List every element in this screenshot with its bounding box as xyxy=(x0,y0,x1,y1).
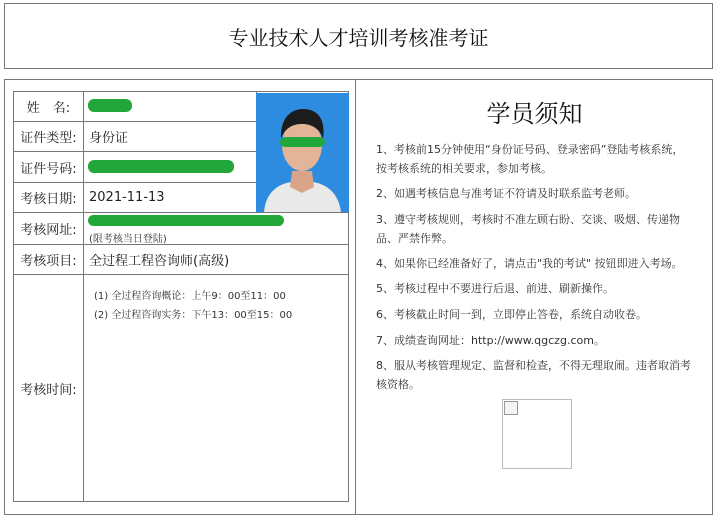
notice-item: 3、遵守考核规则，考核时不准左顾右盼、交谈、吸烟、传递物品、严禁作弊。 xyxy=(376,213,680,245)
exam-date-label: 考核日期: xyxy=(20,192,77,207)
qr-code-placeholder xyxy=(502,399,572,469)
exam-url-note: (限考核当日登陆) xyxy=(89,234,167,245)
notice-item: 7、成绩查询网址：http://www.qgczg.com。 xyxy=(376,334,605,347)
exam-project-value: 全过程工程咨询师(高级) xyxy=(89,254,230,269)
id-number-label: 证件号码: xyxy=(20,161,77,177)
schedule-item: (1) 全过程咨询概论：上午9：00至11：00 xyxy=(94,291,286,302)
schedule-item: (2) 全过程咨询实务：下午13：00至15：00 xyxy=(94,310,293,321)
notice-title: 学员须知 xyxy=(486,100,583,128)
notice-item: 8、服从考核管理规定、监督和检查，不得无理取闹。违者取消考核资格。 xyxy=(376,359,691,391)
name-redaction xyxy=(88,99,132,112)
admission-ticket-body xyxy=(4,79,713,515)
exam-url-redaction xyxy=(88,215,284,226)
candidate-photo xyxy=(256,93,349,212)
exam-project-label: 考核项目: xyxy=(20,254,77,269)
name-label: 姓 名: xyxy=(26,101,71,116)
candidate-info-table xyxy=(13,91,349,502)
id-type-value: 身份证 xyxy=(89,131,129,146)
portrait-image xyxy=(256,93,349,212)
exam-time-label: 考核时间: xyxy=(20,382,77,398)
notice-item: 4、如果你已经准备好了，请点击"我的考试" 按钮即进入考场。 xyxy=(376,257,683,270)
notice-item: 5、考核过程中不要进行后退、前进、刷新操作。 xyxy=(376,282,614,295)
exam-url-label: 考核网址: xyxy=(20,223,77,238)
column-divider xyxy=(83,92,84,501)
notice-item: 2、如遇考核信息与准考证不符请及时联系监考老师。 xyxy=(376,187,636,200)
column-divider xyxy=(355,80,356,514)
id-type-label: 证件类型: xyxy=(20,131,77,146)
notice-item: 1、考核前15分钟使用“身份证号码、登录密码”登陆考核系统，按考核系统的相关要求，参加考核。 xyxy=(376,143,684,175)
admission-ticket-header xyxy=(4,3,713,69)
page-title: 专业技术人才培训考核准考证 xyxy=(228,25,489,50)
broken-image-icon xyxy=(504,401,518,415)
id-number-redaction xyxy=(88,160,234,173)
exam-date-value: 2021-11-13 xyxy=(89,190,165,205)
notice-item: 6、考核截止时间一到，立即停止答卷，系统自动收卷。 xyxy=(376,308,647,321)
